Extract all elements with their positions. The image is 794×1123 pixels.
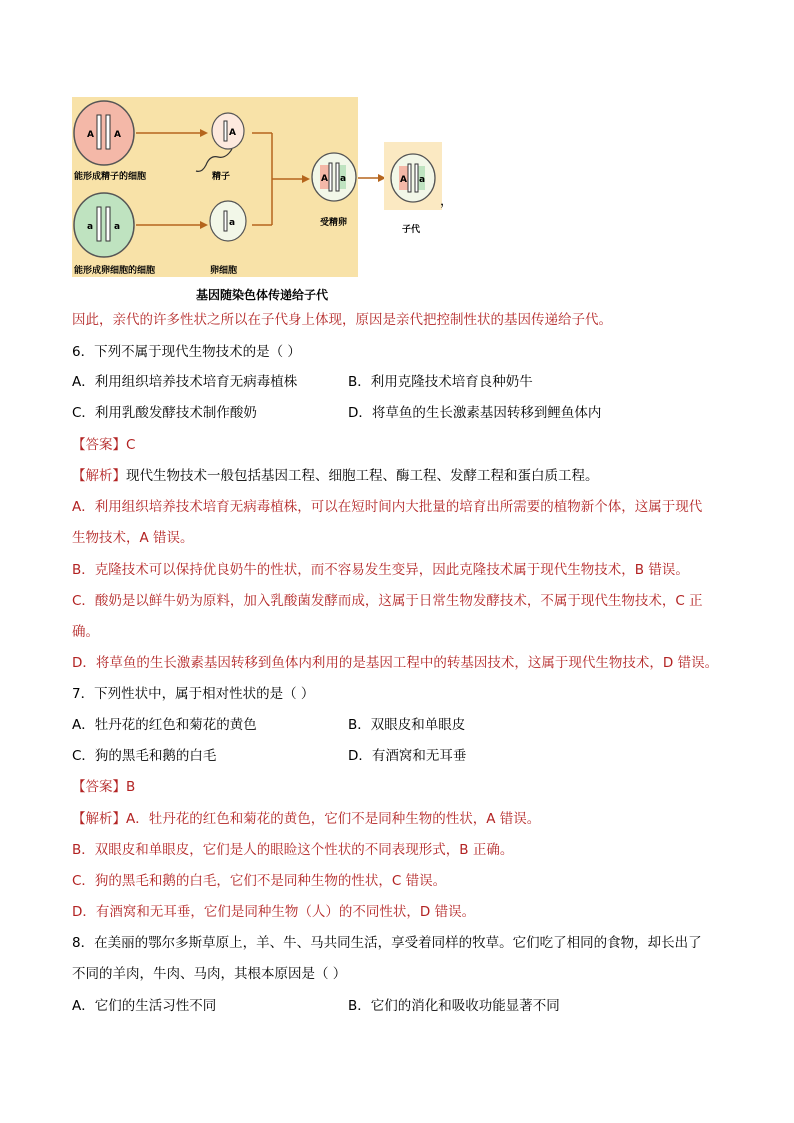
chromosome [415,164,418,192]
zygote-cell [312,153,356,201]
chromosome [224,121,227,141]
figure-caption: 基因随染色体传递给子代 [196,288,329,302]
chromosome [408,164,411,192]
answer-value: C [126,437,136,453]
chromosome [224,211,227,231]
q6-explain-c-1: C．酸奶是以鲜牛奶为原料，加入乳酸菌发酵而成，这属于日常生物发酵技术，不属于现代生物技术，C 正 [72,593,703,609]
egg-parent-label: 能形成卵细胞的细胞 [74,266,156,276]
q6-analysis [72,466,599,486]
q7-explain-d: D．有酒窝和无耳垂，它们是同种生物（人）的不同性状，D 错误。 [72,904,476,920]
arrow-head [302,175,310,183]
q7-explain-c: C．狗的黑毛和鹅的白毛，它们不是同种生物的性状，C 错误。 [72,873,447,889]
q7-option-a: A．牡丹花的红色和菊花的黄色 [72,717,257,733]
q7-option-b: B．双眼皮和单眼皮 [348,717,466,733]
analysis-tag: 【解析】 [72,811,126,827]
chromosome [106,115,110,149]
q6-option-c: C．利用乳酸发酵技术制作酸奶 [72,405,257,421]
sperm-label: 精子 [212,172,231,182]
gene-label: a [87,222,94,232]
q7-option-c: C．狗的黑毛和鹅的白毛 [72,748,217,764]
answer-value: B [126,779,136,795]
q6-option-b: B．利用克隆技术培育良种奶牛 [348,374,533,390]
sperm-parent-label: 能形成精子的细胞 [74,172,147,182]
q7-option-d: D．有酒窝和无耳垂 [348,748,467,764]
question-7-stem: 7．下列性状中，属于相对性状的是（ ） [72,686,315,702]
chromosome [97,207,101,241]
gene-label: A [87,130,94,140]
chromosome [106,207,110,241]
q6-explain-c-2: 确。 [72,624,99,640]
analysis-text: 现代生物技术一般包括基因工程、细胞工程、酶工程、发酵工程和蛋白质工程。 [126,468,599,484]
conclusion-text: 因此，亲代的许多性状之所以在子代身上体现，原因是亲代把控制性状的基因传递给子代。 [72,312,612,328]
analysis-tag: 【解析】 [72,468,126,484]
q6-answer [72,435,135,455]
q6-option-d: D．将草鱼的生长激素基因转移到鲤鱼体内 [348,405,602,421]
q6-option-a: A．利用组织培养技术培育无病毒植株 [72,374,298,390]
figure-trailing-comma: ， [440,194,454,209]
gene-label: A [229,128,236,138]
analysis-text: A．牡丹花的红色和菊花的黄色，它们不是同种生物的性状，A 错误。 [126,811,541,827]
gene-label: a [419,175,426,185]
zygote-label: 受精卵 [320,218,348,228]
gene-label: A [321,174,328,184]
question-8-stem-2: 不同的羊肉，牛肉、马肉，其根本原因是（ ） [72,966,347,982]
gene-label: a [229,218,236,228]
arrow-head [200,129,208,137]
inheritance-diagram [72,97,358,277]
chromosome [336,163,339,191]
offspring-cell [391,154,435,202]
q6-explain-b: B．克隆技术可以保持优良奶牛的性状，而不容易发生变异，因此克隆技术属于现代生物技术，B 错误。 [72,562,689,578]
inheritance-figure [72,97,358,277]
sperm-cell [212,113,244,149]
offspring-diagram [358,140,448,240]
q7-answer [72,777,135,797]
gene-label: a [340,174,347,184]
arrow-head [200,221,208,229]
q7-analysis [72,809,540,829]
chromosome [329,163,332,191]
sperm-tail [196,149,232,171]
q6-explain-d: D．将草鱼的生长激素基因转移到鱼体内利用的是基因工程中的转基因技术，这属于现代生物技术，D 错误。 [72,655,719,671]
egg-parent-cell [74,193,134,257]
question-8-stem-1: 8．在美丽的鄂尔多斯草原上，羊、牛、马共同生活，享受着同样的牧草。它们吃了相同的食物，却长出了 [72,935,702,951]
sperm-parent-cell [74,101,134,165]
egg-label: 卵细胞 [210,266,238,276]
q8-option-b: B．它们的消化和吸收功能显著不同 [348,998,560,1014]
gene-label: A [114,130,121,140]
answer-tag: 【答案】 [72,437,126,453]
question-6-stem: 6．下列不属于现代生物技术的是（ ） [72,344,301,360]
chromosome [97,115,101,149]
q7-explain-b: B．双眼皮和单眼皮，它们是人的眼睑这个性状的不同表现形式，B 正确。 [72,842,514,858]
q6-explain-a-2: 生物技术，A 错误。 [72,530,194,546]
gene-label: a [114,222,121,232]
q6-explain-a-1: A．利用组织培养技术培育无病毒植株，可以在短时间内大批量的培育出所需要的植物新个体，这属于现代 [72,499,703,515]
egg-cell [210,201,246,241]
q8-option-a: A．它们的生活习性不同 [72,998,217,1014]
answer-tag: 【答案】 [72,779,126,795]
offspring-label: 子代 [402,225,421,235]
gene-label: A [400,175,407,185]
